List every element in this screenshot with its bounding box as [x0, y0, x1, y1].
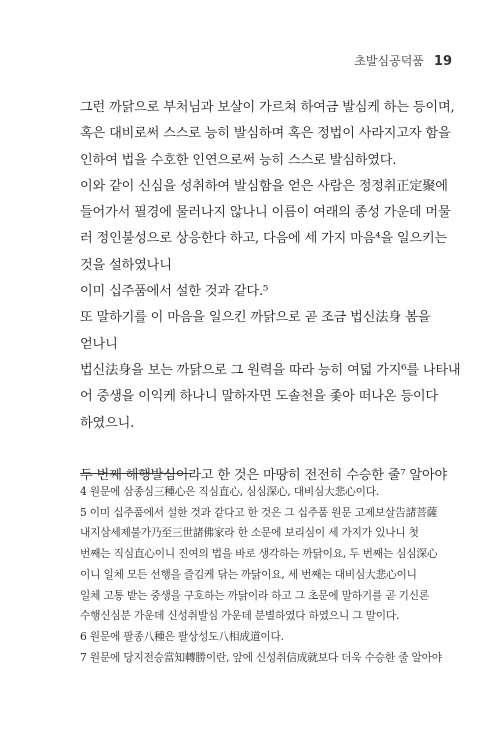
- footnote-line: 6 원문에 팔종八種은 팔상성도八相成道이다.: [80, 629, 284, 643]
- text-line: 인하여 법을 수호한 인연으로써 능히 스스로 발심하였다.: [80, 152, 397, 168]
- chapter-title: 초발심공덕품: [354, 54, 424, 68]
- text-line: 이미 십주품에서 설한 것과 같다.⁵: [80, 284, 269, 300]
- footnote-divider: [80, 473, 192, 474]
- main-text: [80, 95, 461, 489]
- text-line: 또 말하기를 이 마음을 일으킨 까닭으로 곧 조금 법신法身 봄을: [80, 310, 431, 326]
- text-line: 두 번째 해행발심이라고 한 것은 마땅히 전전히 수승한 줄⁷ 알아야: [80, 467, 448, 483]
- footnote-line: 5 이미 십주품에서 설한 것과 같다고 한 것은 그 십주품 원문 고제보살告諸菩薩: [80, 505, 438, 519]
- footnote-line: 이니 일체 모든 선행을 즐김케 닦는 까닭이요, 세 번째는 대비심大悲心이니: [80, 567, 417, 581]
- footnote-line: 일체 고통 받는 중생을 구호하는 까닭이라 하고 그 초문에 말하기를 곧 기신론: [80, 588, 430, 602]
- footnotes: [80, 482, 452, 668]
- footnote-line: 번째는 직심直心이니 진여의 법을 바로 생각하는 까닭이요, 두 번째는 심심深心: [80, 547, 438, 561]
- text-line: 하였으니.: [80, 415, 135, 431]
- running-header: [354, 52, 452, 69]
- text-line: 들어가서 필경에 물러나지 않나니 이름이 여래의 종성 가운데 머물: [80, 205, 451, 221]
- text-line: 것을 설하였나니: [80, 257, 172, 273]
- paragraph-gap: [80, 437, 452, 463]
- text-line: 얻나니: [80, 336, 118, 352]
- page-number: 19: [433, 54, 452, 69]
- footnote-line: 4 원문에 삼종심三種心은 직심直心, 심심深心, 대비심大悲心이다.: [80, 485, 380, 498]
- footnote-line: 내지삼세제불가乃至三世諸佛家라 한 소문에 보리심이 세 가지가 있나니 첫: [80, 526, 419, 540]
- text-line: 러 정인불성으로 상응한다 하고, 다음에 세 가지 마음⁴을 일으키는: [80, 231, 448, 247]
- text-line: 어 중생을 이익케 하나니 말하자면 도솔천을 좇아 떠나온 등이다: [80, 389, 438, 405]
- text-line: 법신法身을 보는 까닭으로 그 원력을 따라 능히 여덟 가지⁶를 나타내: [80, 362, 461, 378]
- footnote-line: 수행신심분 가운데 신성취발심 가운데 분별하였다 하였으니 그 말이다.: [80, 609, 400, 623]
- text-line: 그런 까닭으로 부처님과 보살이 가르쳐 하여금 발심케 하는 등이며,: [80, 100, 455, 115]
- text-line: 혹은 대비로써 스스로 능히 발심하며 혹은 정법이 사라지고자 함을: [80, 126, 451, 142]
- footnote-line: 7 원문에 당지전승當知轉勝이란, 앞에 신성취信成就보다 더욱 수승한 줄 알아야: [80, 650, 442, 664]
- text-line: 이와 같이 신심을 성취하여 발심함을 얻은 사람은 정정취正定聚에: [80, 178, 448, 194]
